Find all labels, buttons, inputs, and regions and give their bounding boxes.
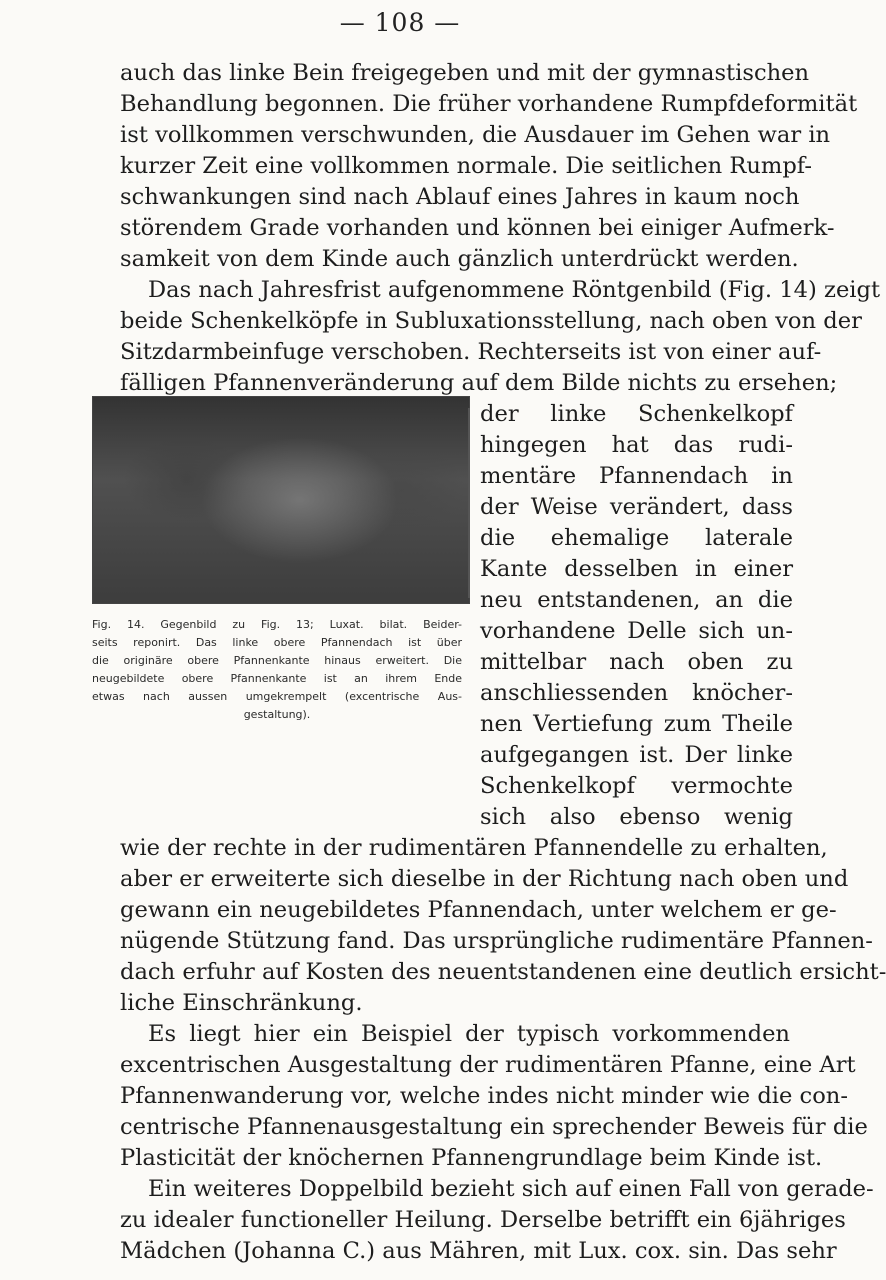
- text-line: liche Einschränkung.: [120, 990, 363, 1016]
- text-line: hingegen hat das rudi-: [480, 432, 793, 458]
- text-line: dach erfuhr auf Kosten des neuentstandenen eine deutlich ersicht-: [120, 959, 886, 985]
- text-line: nen Vertiefung zum Theile: [480, 711, 793, 737]
- figure-caption: [92, 616, 462, 724]
- text-line: samkeit von dem Kinde auch gänzlich unterdrückt werden.: [120, 246, 799, 272]
- text-line: Es liegt hier ein Beispiel der typisch vorkommenden: [148, 1021, 790, 1047]
- text-line: excentrischen Ausgestaltung der rudimentären Pfanne, eine Art: [120, 1052, 856, 1078]
- text-line: Schenkelkopf vermochte: [480, 773, 793, 799]
- text-line: Mädchen (Johanna C.) aus Mähren, mit Lux. cox. sin. Das sehr: [120, 1238, 837, 1264]
- caption-line: gestaltung).: [243, 708, 311, 721]
- text-line: ist vollkommen verschwunden, die Ausdauer im Gehen war in: [120, 122, 831, 148]
- text-line: Ein weiteres Doppelbild bezieht sich auf einen Fall von gerade-: [148, 1176, 874, 1202]
- text-line: kurzer Zeit eine vollkommen normale. Die seitlichen Rumpf-: [120, 153, 812, 179]
- caption-line: seits reponirt. Das linke obere Pfannendach ist über: [92, 636, 462, 649]
- caption-line: die originäre obere Pfannenkante hinaus erweitert. Die: [92, 654, 462, 667]
- text-line: auch das linke Bein freigegeben und mit der gymnastischen: [120, 60, 810, 86]
- text-line: Pfannenwanderung vor, welche indes nicht minder wie die con-: [120, 1083, 848, 1109]
- text-line: Sitzdarmbeinfuge verschoben. Rechterseits ist von einer auf-: [120, 339, 822, 365]
- text-line: mittelbar nach oben zu: [480, 649, 793, 675]
- text-line: zu idealer functioneller Heilung. Derselbe betrifft ein 6jähriges: [120, 1207, 846, 1233]
- text-line: aufgegangen ist. Der linke: [480, 742, 793, 768]
- text-line: aber er erweiterte sich dieselbe in der Richtung nach oben und: [120, 866, 849, 892]
- text-line: mentäre Pfannendach in: [480, 463, 793, 489]
- text-line: die ehemalige laterale: [480, 525, 793, 551]
- text-line: Plasticität der knöchernen Pfannengrundlage beim Kinde ist.: [120, 1145, 823, 1171]
- caption-line: etwas nach aussen umgekrempelt (excentrische Aus-: [92, 690, 462, 703]
- text-line: der linke Schenkelkopf: [480, 401, 793, 427]
- caption-line: Fig. 14. Gegenbild zu Fig. 13; Luxat. bilat. Beider-: [92, 618, 462, 631]
- text-line: Das nach Jahresfrist aufgenommene Röntgenbild (Fig. 14) zeigt: [148, 277, 881, 303]
- text-line: gewann ein neugebildetes Pfannendach, unter welchem er ge-: [120, 897, 837, 923]
- text-line: sich also ebenso wenig: [480, 804, 793, 830]
- text-line: Kante desselben in einer: [480, 556, 793, 582]
- text-line: anschliessenden knöcher-: [480, 680, 793, 706]
- text-line: Behandlung begonnen. Die früher vorhandene Rumpfdeformität: [120, 91, 858, 117]
- text-line: wie der rechte in der rudimentären Pfannendelle zu erhalten,: [120, 835, 828, 861]
- text-line: der Weise verändert, dass: [480, 494, 793, 520]
- text-line: beide Schenkelköpfe in Subluxationsstellung, nach oben von der: [120, 308, 862, 334]
- xray-figure: [92, 396, 470, 604]
- text-line: nügende Stützung fand. Das ursprüngliche rudimentäre Pfannen-: [120, 928, 873, 954]
- text-line: störendem Grade vorhanden und können bei einiger Aufmerk-: [120, 215, 835, 241]
- text-line: neu entstandenen, an die: [480, 587, 793, 613]
- text-line: schwankungen sind nach Ablauf eines Jahres in kaum noch: [120, 184, 800, 210]
- page-number: — 108 —: [339, 8, 461, 37]
- text-line: centrische Pfannenausgestaltung ein sprechender Beweis für die: [120, 1114, 868, 1140]
- figure-border-rule: [468, 408, 470, 598]
- caption-line: neugebildete obere Pfannenkante ist an ihrem Ende: [92, 672, 462, 685]
- text-line: fälligen Pfannenveränderung auf dem Bilde nichts zu ersehen;: [120, 370, 838, 396]
- text-line: vorhandene Delle sich un-: [480, 618, 793, 644]
